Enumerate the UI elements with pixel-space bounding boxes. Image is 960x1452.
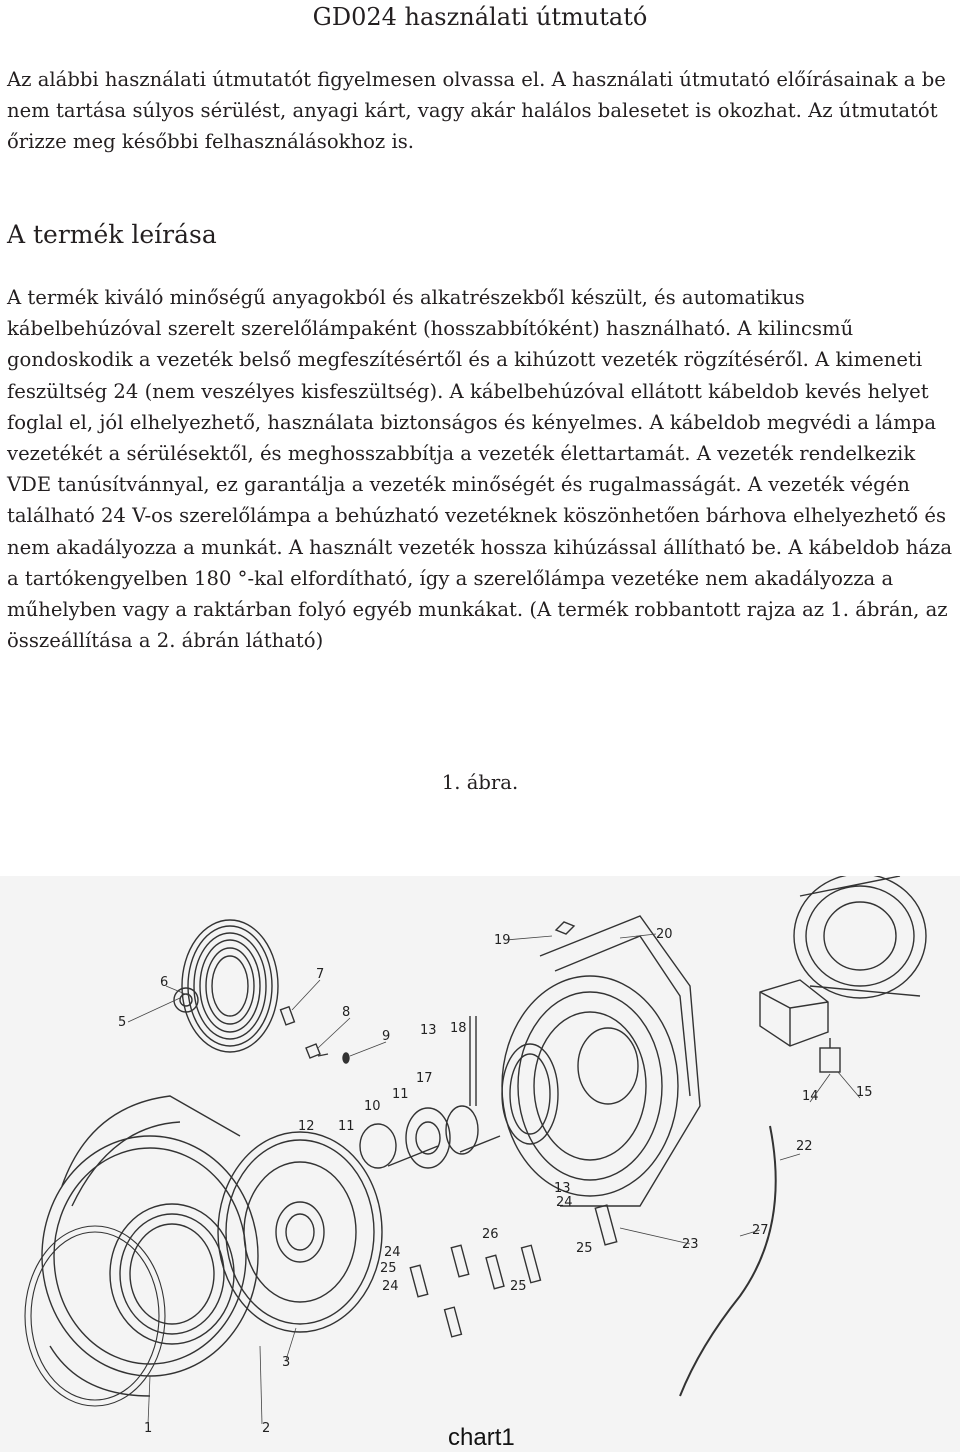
exploded-view-drawing (0, 876, 960, 1452)
callout-24a: 24 (556, 1195, 573, 1210)
figure-caption: 1. ábra. (441, 771, 519, 794)
callout-18: 18 (450, 1021, 467, 1036)
callout-6: 6 (160, 975, 169, 990)
callout-25c: 25 (510, 1279, 527, 1294)
callout-27: 27 (752, 1223, 769, 1238)
callout-13a: 13 (420, 1023, 437, 1038)
callout-15: 15 (856, 1085, 873, 1100)
callout-14: 14 (802, 1089, 819, 1104)
callout-26: 26 (482, 1227, 499, 1242)
document-title: GD024 használati útmutató (312, 3, 648, 31)
callout-1: 1 (144, 1421, 153, 1436)
exploded-view-figure (0, 876, 960, 1452)
callout-20: 20 (656, 927, 673, 942)
callout-25b: 25 (380, 1261, 397, 1276)
callout-24c: 24 (382, 1279, 399, 1294)
callout-11b: 11 (338, 1119, 355, 1134)
callout-3: 3 (282, 1355, 291, 1370)
callout-24b: 24 (384, 1245, 401, 1260)
callout-7: 7 (316, 967, 325, 982)
section-heading: A termék leírása (7, 220, 217, 249)
intro-paragraph: Az alábbi használati útmutatót figyelmesen olvassa el. A használati útmutató előírásainak a be nem tartása súlyos sérülést, anyagi kárt, vagy akár halálos balesetet is okozhat. Az útmutatót őrizze meg későbbi felhasználásokhoz is. (7, 68, 946, 154)
callout-10: 10 (364, 1099, 381, 1114)
callout-11a: 11 (392, 1087, 409, 1102)
callout-13b: 13 (554, 1181, 571, 1196)
callout-12: 12 (298, 1119, 315, 1134)
callout-2: 2 (262, 1421, 271, 1436)
callout-5: 5 (118, 1015, 127, 1030)
description-paragraph: A termék kiváló minőségű anyagokból és alkatrészekből készült, és automatikus kábelbehúzóval szerelt szerelőlámpaként (hosszabbítóként) használható. A kilincsmű gondoskodik a vezeték belső megfeszítésértől és a kihúzott vezeték rögzítéséről. A kimeneti feszültség 24 (nem veszélyes kisfeszültség). A kábelbehúzóval ellátott kábeldob kevés helyet foglal el, jól elhelyezhető, használata biztonságos és kényelmes. A kábeldob megvédi a lámpa vezetékét a sérülésektől, és meghosszabbítja a vezeték élettartamát. A vezeték rendelkezik VDE tanúsítvánnyal, ez garantálja a vezeték minőségét és rugalmasságát. A vezeték végén található 24 V-os szerelőlámpa a behúzható vezetéknek köszönhetően bárhova elhelyezhető és nem akadályozza a munkát. A használt vezeték hossza kihúzással állítható be. A kábeldob háza a tartókengyelben 180 °-kal elfordítható, így a szerelőlámpa vezetéke nem akadályozza a műhelyben vagy a raktárban folyó egyéb munkákat. (A termék robbantott rajza az 1. ábrán, az összeállítása a 2. ábrán látható) (7, 286, 952, 653)
callout-23: 23 (682, 1237, 699, 1252)
callout-25a: 25 (576, 1241, 593, 1256)
chart-label: chart1 (448, 1424, 515, 1451)
callout-17: 17 (416, 1071, 433, 1086)
callout-9: 9 (382, 1029, 391, 1044)
callout-8: 8 (342, 1005, 351, 1020)
callout-22: 22 (796, 1139, 813, 1154)
callout-19: 19 (494, 933, 511, 948)
